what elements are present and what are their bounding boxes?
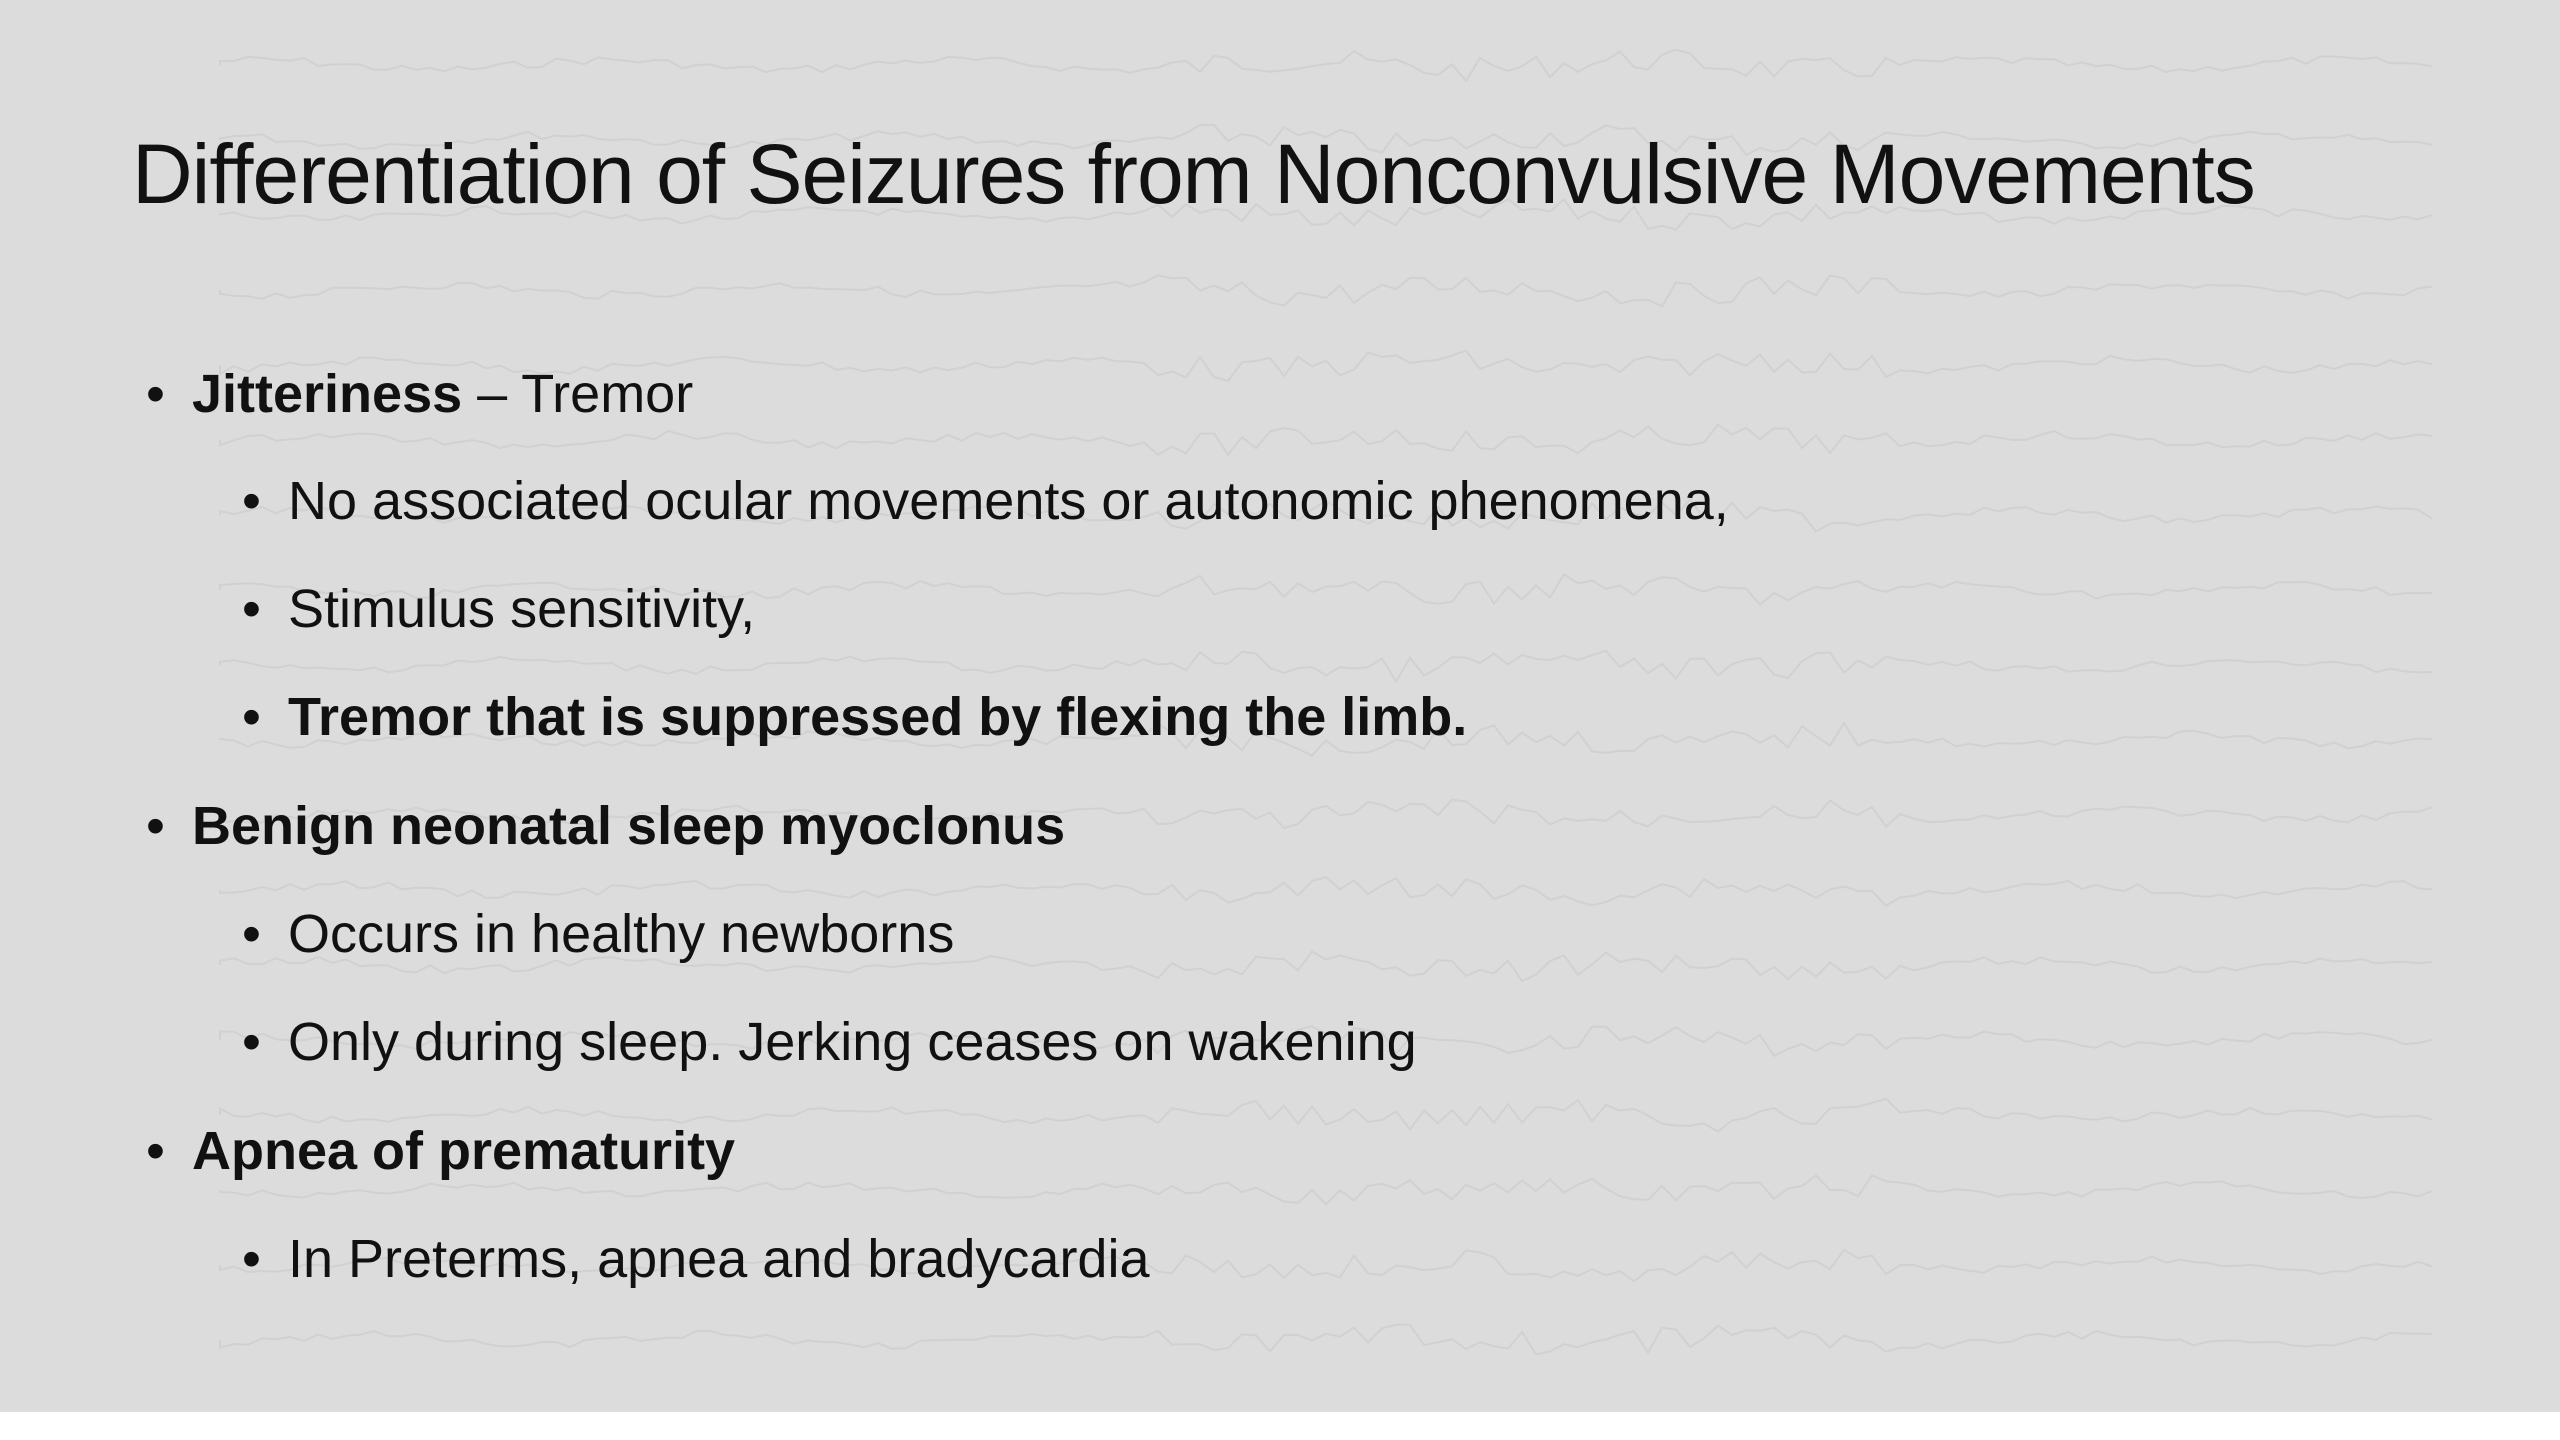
bullet-bold-text: Tremor that is suppressed by flexing the limb. <box>288 687 1468 747</box>
bullet-benign-neonatal-sleep-myoclonus <box>146 796 1066 856</box>
bullet-dot: • <box>242 1229 261 1289</box>
eeg-trace <box>220 877 2432 906</box>
eeg-trace <box>220 1325 2432 1355</box>
slide-title: Differentiation of Seizures from Nonconvulsive Movements <box>132 127 2255 221</box>
subbullet-preterms-apnea-bradycardia <box>242 1229 1150 1289</box>
bullet-dot: • <box>146 796 165 856</box>
bullet-dot: • <box>242 687 261 747</box>
subbullet-tremor-suppressed <box>242 687 1468 747</box>
bullet-text: No associated ocular movements or autonomic phenomena, <box>288 471 1729 531</box>
bullet-bold-text: Benign neonatal sleep myoclonus <box>192 796 1066 856</box>
bullet-apnea-of-prematurity <box>146 1121 736 1181</box>
bullet-text: In Preterms, apnea and bradycardia <box>288 1229 1150 1289</box>
bullet-dot: • <box>242 471 261 531</box>
bullet-bold-text: Apnea of prematurity <box>192 1121 736 1181</box>
bullet-dot: • <box>242 579 261 639</box>
eeg-trace <box>220 425 2432 455</box>
bullet-dot: • <box>146 1121 165 1181</box>
bullet-text: – Tremor <box>462 364 694 424</box>
bullet-dot: • <box>242 904 261 964</box>
bullet-jitteriness <box>146 364 694 424</box>
subbullet-healthy-newborns <box>242 904 955 964</box>
subbullet-stimulus-sensitivity <box>242 579 756 639</box>
eeg-trace <box>220 651 2432 682</box>
bullet-dot: • <box>242 1012 261 1072</box>
eeg-trace <box>220 50 2432 81</box>
bullet-bold-text: Jitteriness <box>192 364 463 424</box>
subbullet-no-ocular-movements <box>242 471 1729 531</box>
subbullet-only-during-sleep <box>242 1012 1417 1072</box>
eeg-trace <box>220 275 2432 306</box>
bullet-dot: • <box>146 364 165 424</box>
bullet-text: Occurs in healthy newborns <box>288 904 955 964</box>
bullet-text: Stimulus sensitivity, <box>288 579 756 639</box>
bullet-text: Only during sleep. Jerking ceases on wakening <box>288 1012 1417 1072</box>
